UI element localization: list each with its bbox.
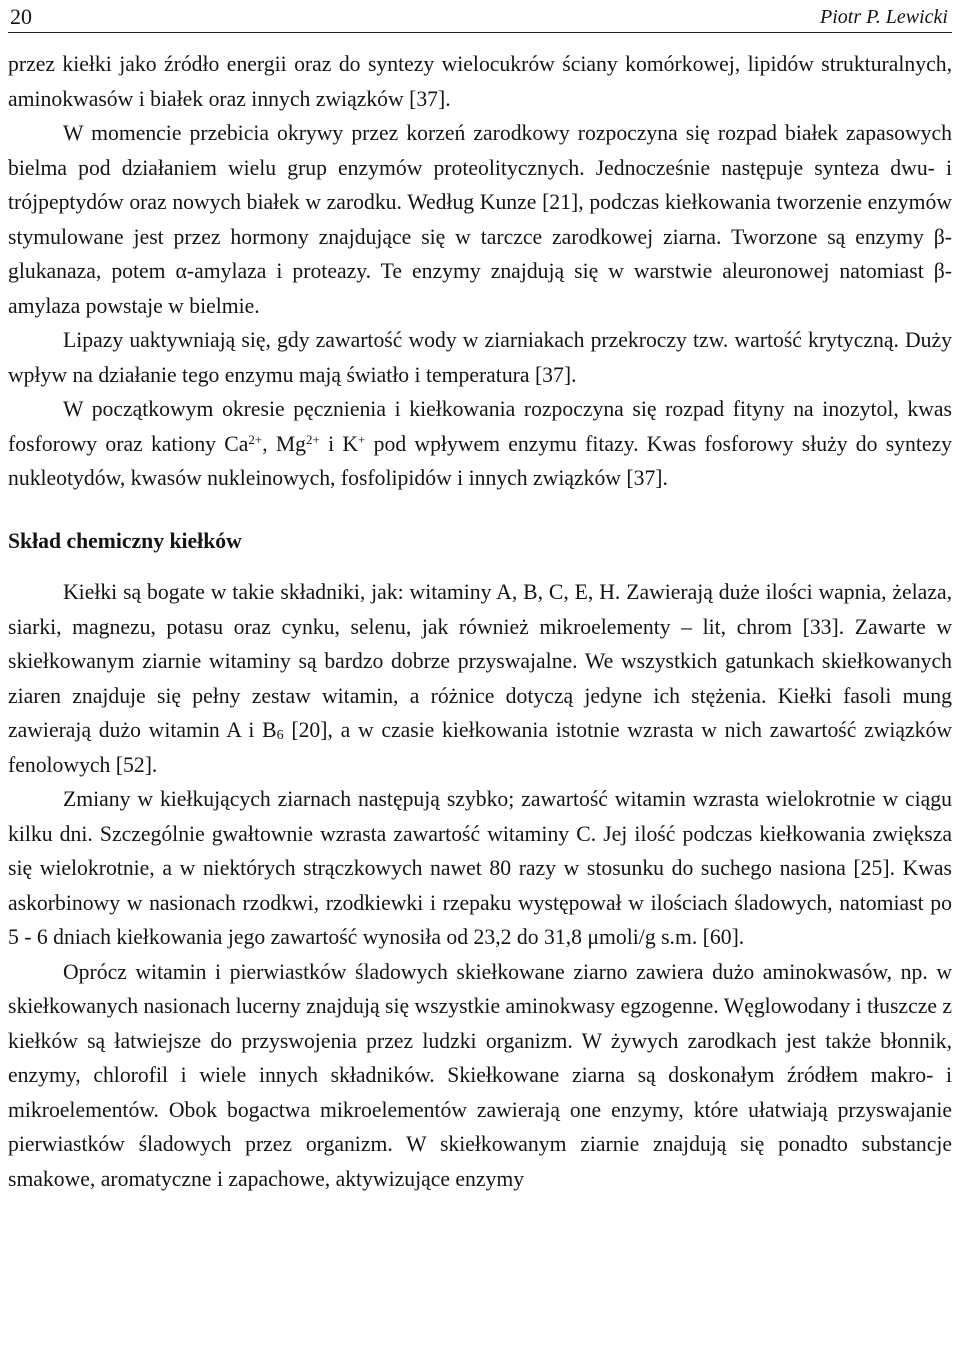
paragraph-lipases: Lipazy uaktywniają się, gdy zawartość wody w ziarniakach przekroczy tzw. wartość krytyczną. Duży wpływ na działanie tego enzymu mają światło i temperatura [37]. [8, 328, 952, 387]
superscript-charge: 2+ [248, 431, 263, 447]
paragraph-proteolysis: W momencie przebicia okrywy przez korzeń zarodkowy rozpoczyna się rozpad białek zapasowych bielma pod działaniem wielu grup enzymów proteolitycznych. Jednocześnie następuje synteza dwu- i trójpeptydów oraz nowych białek w zarodku. Według Kunze [21], podczas kiełkowania tworzenie enzymów stymulowane jest przez hormony znajdujące się w tarczce zarodkowej ziarna. Tworzone są enzymy β-glukanaza, potem α-amylaza i proteazy. Te enzymy znajdują się w warstwie aleuronowej natomiast β-amylaza powstaje w bielmie. [8, 121, 952, 318]
subscript-vitamin: 6 [276, 728, 284, 744]
text-run: , Mg [262, 431, 307, 456]
page-header [8, 2, 952, 33]
paragraph-phytin [8, 392, 952, 496]
spacer [8, 558, 952, 575]
superscript-charge: 2+ [306, 431, 320, 447]
text-run: W początkowym okresie pęcznienia i kiełkowania rozpoczyna się rozpad fityny na inozytol, kwas fosforowy oraz kationy Ca [8, 397, 952, 456]
text-run: Kiełki są bogate w takie składniki, jak: witaminy A, B, C, E, H. Zawierają duże ilości wapnia, żelaza, siarki, magnezu, potasu oraz cynku, selenu, jak również mikroelementy – lit, chrom [33]. Zawarte w skiełkowanym ziarnie witaminy są bardzo dobrze przyswajalne. We wszystkich gatunkach skiełkowanych ziaren znajduje się pełny zestaw witamin, a różnice dotyczą jedyne ich stężenia. Kiełki fasoli mung zawierają dużo witamin A i B [8, 580, 952, 742]
paragraph-vitamins: Zmiany w kiełkujących ziarnach następują szybko; zawartość witamin wzrasta wielokrotnie w ciągu kilku dni. Szczególnie gwałtownie wzrasta zawartość witaminy C. Jej ilość podczas kiełkowania zwiększa się wielokrotnie, a w niektórych strączkowych nawet 80 razy w stosunku do suchego nasiona [25]. Kwas askorbinowy w nasionach rzodkwi, rzodkiewki i rzepaku występował w ilościach śladowych, natomiast po 5 - 6 dniach kiełkowania jego zawartość wynosiła od 23,2 do 31,8 μmoli/g s.m. [60]. [8, 787, 952, 949]
running-head-author: Piotr P. Lewicki [820, 6, 948, 28]
text-run: pod wpływem enzymu fitazy. Kwas fosforowy służy do syntezy nukleotydów, kwasów nukleinowych, fosfolipidów i innych związków [37]. [8, 431, 952, 490]
text-run: [20], a w czasie kiełkowania istotnie wzrasta w nich zawartość związków fenolowych [52]. [8, 718, 953, 777]
paragraph-composition [8, 575, 952, 782]
superscript-charge: + [358, 431, 366, 447]
paragraph-continued: przez kiełki jako źródło energii oraz do syntezy wielocukrów ściany komórkowej, lipidów strukturalnych, aminokwasów i białek oraz innych związków [37]. [8, 52, 952, 111]
body-text [8, 47, 952, 1196]
spacer [8, 496, 952, 524]
section-heading: Skład chemiczny kiełków [8, 528, 242, 553]
text-run: i K [319, 431, 359, 456]
page-number: 20 [10, 4, 32, 29]
paragraph-aminoacids: Oprócz witamin i pierwiastków śladowych skiełkowane ziarno zawiera dużo aminokwasów, np. w skiełkowanych nasionach lucerny znajdują się wszystkie aminokwasy egzogenne. Węglowodany i tłuszcze z kiełków są łatwiejsze do przyswojenia przez ludzki organizm. W żywych zarodkach jest także błonnik, enzymy, chlorofil i wiele innych składników. Skiełkowane ziarna są doskonałym źródłem makro- i mikroelementów. Obok bogactwa mikroelementów zawierają one enzymy, które ułatwiają przyswajanie pierwiastków śladowych przez organizm. W skiełkowanym ziarnie znajdują się ponadto substancje smakowe, aromatyczne i zapachowe, aktywizujące enzymy [8, 959, 952, 1191]
